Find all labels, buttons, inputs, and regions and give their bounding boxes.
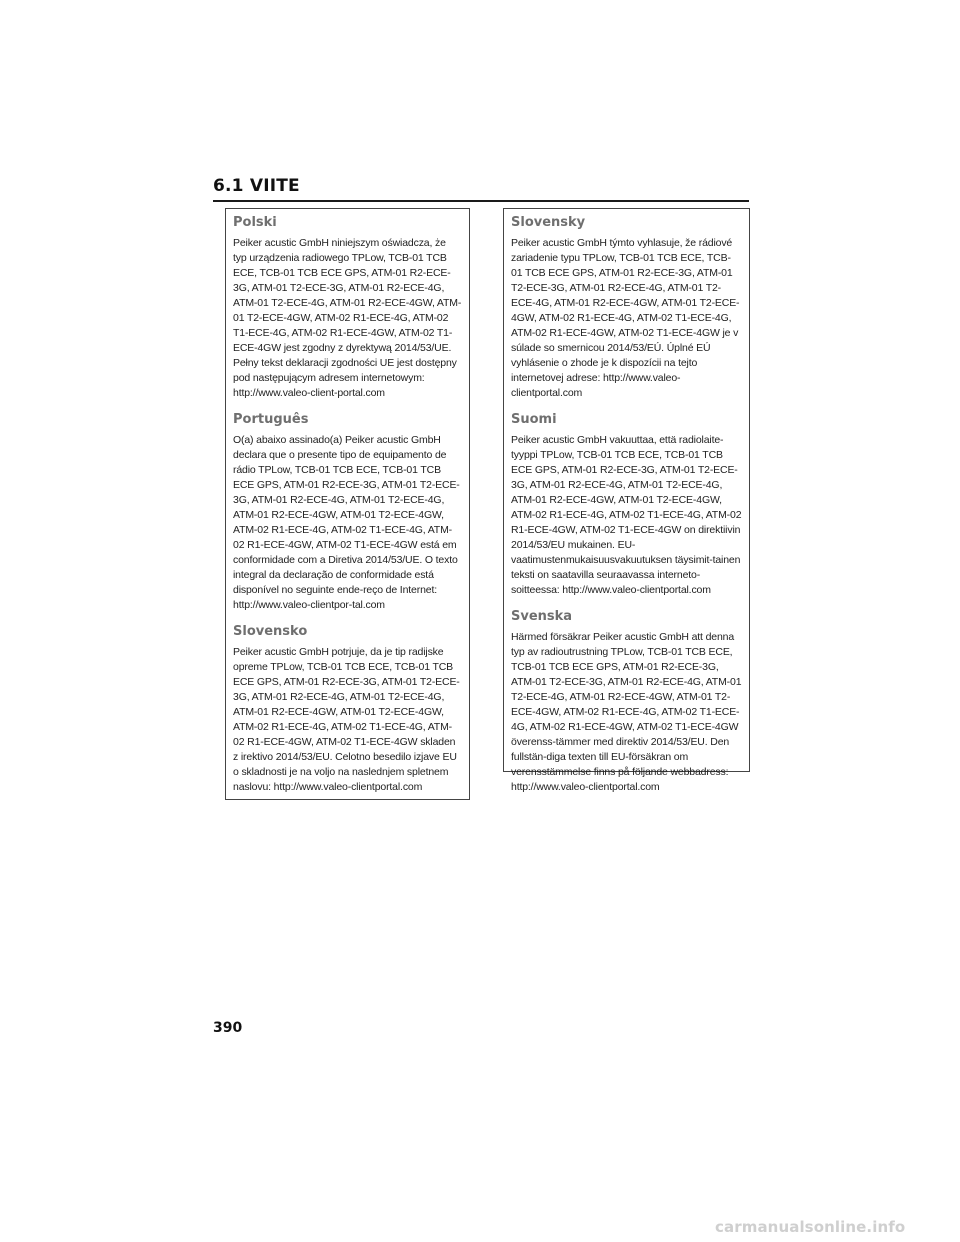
right-column-box [503, 208, 750, 793]
section-slovensky [511, 215, 742, 401]
section-slovensko [233, 624, 462, 795]
language-title: Slovensko [233, 624, 308, 639]
language-title: Slovensky [511, 215, 586, 230]
declaration-text: Peiker acustic GmbH niniejszym oświadcza, że typ urządzenia radiowego TPLow, TCB-01 TCB ECE, TCB-01 TCB ECE GPS, ATM-01 R2-ECE-3G, ATM-01 T2-ECE-3G, ATM-01 R2-ECE-4G, ATM-01 T2-ECE-4G, ATM-01 R2-ECE-4GW, ATM-01 T2-ECE-4GW, ATM-02 R1-ECE-4G, ATM-02 T1-ECE-4G, ATM-02 R1-ECE-4GW, ATM-02 T1-ECE-4GW jest zgodny z dyrektywą 2014/53/UE. Pełny tekst deklaracji zgodności UE jest dostępny pod następującym adresem internetowym: http://www.valeo-client-portal.com [233, 237, 462, 399]
language-title: Suomi [511, 412, 557, 427]
header-divider [213, 200, 749, 202]
left-column-box [225, 208, 470, 800]
section-polski [233, 215, 462, 401]
site-watermark: carmanualsonline.info [715, 1218, 906, 1236]
declaration-text: Peiker acustic GmbH vakuuttaa, että radiolaite-tyyppi TPLow, TCB-01 TCB ECE, TCB-01 TCB ECE GPS, ATM-01 R2-ECE-3G, ATM-01 T2-ECE-3G, ATM-01 R2-ECE-4G, ATM-01 T2-ECE-4G, ATM-01 R2-ECE-4GW, ATM-01 T2-ECE-4GW, ATM-02 R1-ECE-4G, ATM-02 T1-ECE-4G, ATM-02 R1-ECE-4GW, ATM-02 T1-ECE-4GW on direktiivin 2014/53/EU mukainen. EU-vaatimustenmukaisuusvakuutuksen täysimit-tainen teksti on saatavilla seuraavassa interneto-soitteessa: http://www.valeo-clientportal.com [511, 434, 742, 596]
page-number: 390 [213, 1020, 243, 1036]
section-suomi [511, 412, 742, 598]
section-portugues [233, 412, 462, 613]
language-title: Polski [233, 215, 277, 230]
section-heading: 6.1 VIITE [213, 176, 300, 196]
declaration-text: Härmed försäkrar Peiker acustic GmbH att denna typ av radioutrustning TPLow, TCB-01 TCB ECE, TCB-01 TCB ECE GPS, ATM-01 R2-ECE-3G, ATM-01 T2-ECE-3G, ATM-01 R2-ECE-4G, ATM-01 T2-ECE-4G, ATM-01 R2-ECE-4GW, ATM-01 T2-ECE-4GW, ATM-02 R1-ECE-4G, ATM-02 T1-ECE-4G, ATM-02 R1-ECE-4GW, ATM-02 T1-ECE-4GW överenss-tämmer med direktiv 2014/53/EU. Den fullstän-diga texten till EU-försäkran om verensstämmelse finns på följande webbadress: http://www.valeo-clientportal.com [511, 631, 742, 793]
declaration-text: Peiker acustic GmbH týmto vyhlasuje, že rádiové zariadenie typu TPLow, TCB-01 TCB ECE, TCB-01 TCB ECE GPS, ATM-01 R2-ECE-3G, ATM-01 T2-ECE-3G, ATM-01 R2-ECE-4G, ATM-01 T2-ECE-4G, ATM-01 R2-ECE-4GW, ATM-01 T2-ECE-4GW, ATM-02 R1-ECE-4G, ATM-02 T1-ECE-4G, ATM-02 R1-ECE-4GW, ATM-02 T1-ECE-4GW je v súlade so smernicou 2014/53/EÚ. Úplné EÚ vyhlásenie o zhode je k dispozícii na tejto internetovej adrese: http://www.valeo-clientportal.com [511, 237, 740, 399]
language-title: Português [233, 412, 309, 427]
page-header [213, 176, 749, 202]
section-svenska [511, 609, 742, 795]
declaration-text: Peiker acustic GmbH potrjuje, da je tip radijske opreme TPLow, TCB-01 TCB ECE, TCB-01 TCB ECE GPS, ATM-01 R2-ECE-3G, ATM-01 T2-ECE-3G, ATM-01 R2-ECE-4G, ATM-01 T2-ECE-4G, ATM-01 R2-ECE-4GW, ATM-01 T2-ECE-4GW, ATM-02 R1-ECE-4G, ATM-02 T1-ECE-4G, ATM-02 R1-ECE-4GW, ATM-02 T1-ECE-4GW skladen z irektivo 2014/53/EU. Celotno besedilo izjave EU o skladnosti je na voljo na naslednjem spletnem naslovu: http://www.valeo-clientportal.com [233, 646, 460, 793]
declaration-text: O(a) abaixo assinado(a) Peiker acustic GmbH declara que o presente tipo de equipamento de rádio TPLow, TCB-01 TCB ECE, TCB-01 TCB ECE GPS, ATM-01 R2-ECE-3G, ATM-01 T2-ECE-3G, ATM-01 R2-ECE-4G, ATM-01 T2-ECE-4G, ATM-01 R2-ECE-4GW, ATM-01 T2-ECE-4GW, ATM-02 R1-ECE-4G, ATM-02 T1-ECE-4G, ATM-02 R1-ECE-4GW, ATM-02 T1-ECE-4GW está em conformidade com a Diretiva 2014/53/UE. O texto integral da declaração de conformidade está disponível no seguinte ende-reço de Internet: http://www.valeo-clientpor-tal.com [233, 434, 460, 611]
language-title: Svenska [511, 609, 573, 624]
